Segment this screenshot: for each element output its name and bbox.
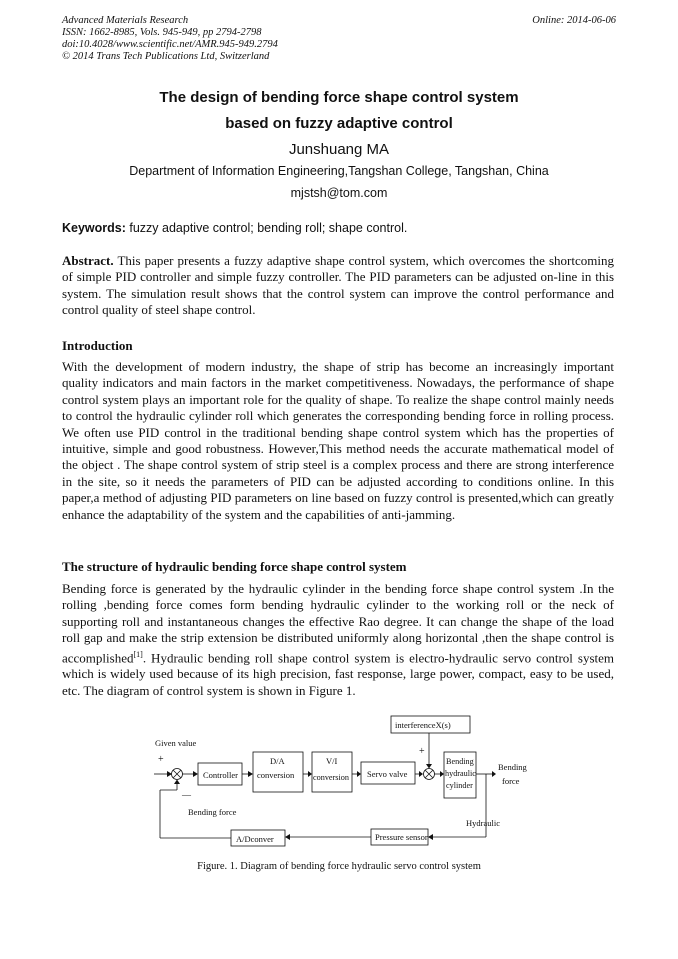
given-value-label: Given value bbox=[155, 738, 197, 748]
intro-paragraph: With the development of modern industry, the shape of strip has become an increasingly important quality indicators and main factors in the market competitiveness. Nowadays, the performance of shape control system plays an important role for the quality of shape. To realize the shape control mainly needs to control the hydraulic cylinder roll which generates the corresponding bending force in rolling process. We often use PID control in the traditional bending shape control system which has the properties of intuitive, simple and good robustness. However,This method needs the accurate mathematical model of the object . The shape control system of strip steel is a complex process and there are strong interference in the site, so it needs the parameters of PID can be adjusted according to conditions online. In this paper,a method of adjusting PID parameters on line based on fuzzy control is presented,which can greatly enhance the adaptability of the system and the capabilities of anti-jamming. bbox=[62, 359, 614, 522]
paper-title-line2: based on fuzzy adaptive control bbox=[225, 115, 453, 132]
bending-force-feedback-label: Bending force bbox=[188, 807, 237, 817]
servo-valve-label: Servo valve bbox=[367, 769, 408, 779]
arrowhead bbox=[308, 771, 312, 777]
arrowhead bbox=[426, 764, 432, 769]
affiliation: Department of Information Engineering,Tangshan College, Tangshan, China bbox=[129, 164, 549, 178]
arrowhead bbox=[357, 771, 361, 777]
controller-label: Controller bbox=[203, 770, 238, 780]
journal-name: Advanced Materials Research bbox=[62, 15, 189, 26]
arrowhead bbox=[428, 834, 433, 840]
plus-sign-2: + bbox=[419, 746, 425, 757]
keywords-label: Keywords: bbox=[62, 221, 126, 235]
cylinder-label-line1: Bending bbox=[446, 757, 474, 766]
citation-ref: [1] bbox=[133, 649, 143, 659]
abstract-label: Abstract. bbox=[62, 253, 114, 268]
arrowhead bbox=[193, 771, 198, 777]
vi-label-line1: V/I bbox=[326, 756, 338, 766]
da-label-line1: D/A bbox=[270, 756, 285, 766]
cylinder-label-line3: cylinder bbox=[446, 781, 473, 790]
arrowhead bbox=[492, 771, 496, 777]
author-email: mjstsh@tom.com bbox=[290, 186, 388, 200]
interference-label: interferenceX(s) bbox=[395, 720, 451, 730]
output-label-line1: Bending bbox=[498, 762, 527, 772]
paper-title-line1: The design of bending force shape control system bbox=[159, 89, 519, 106]
structure-text-a: Bending force is generated by the hydraulic cylinder in the bending force shape control system .In the rolling ,bending force comes form bending hydraulic cylinder to the working roll or the neck of supporting roll and instantaneous changes the effective Rao degree. It can change the shape of the load roll gap and make the strip extension be distributed uniformly along horizontal ,then the shape control is accomplished bbox=[62, 581, 614, 665]
output-label-line2: force bbox=[502, 776, 520, 786]
figure-caption: Figure. 1. Diagram of bending force hydraulic servo control system bbox=[197, 861, 481, 872]
section-heading-structure: The structure of hydraulic bending force shape control system bbox=[62, 559, 407, 574]
arrowhead bbox=[440, 771, 444, 777]
journal-copyright: © 2014 Trans Tech Publications Ltd, Switzerland bbox=[62, 51, 270, 62]
ad-convert-label: A/Dconver bbox=[236, 834, 274, 844]
cylinder-label-line2: hydraulic bbox=[445, 769, 476, 778]
da-label-line2: conversion bbox=[257, 770, 295, 780]
keywords-text: fuzzy adaptive control; bending roll; shape control. bbox=[125, 221, 408, 235]
arrowhead bbox=[174, 780, 180, 785]
pressure-sensor-label: Pressure sensor bbox=[375, 832, 428, 842]
journal-issn: ISSN: 1662-8985, Vols. 945-949, pp 2794-2798 bbox=[62, 27, 262, 38]
arrowhead bbox=[248, 771, 253, 777]
plus-sign-1: + bbox=[158, 754, 164, 765]
structure-text-b: . Hydraulic bending roll shape control system is electro-hydraulic servo control system which is widely used because of its high precision, fast response, large power, compact, easy to be used, etc. The diagram of control system is shown in Figure 1. bbox=[62, 649, 614, 698]
arrowhead bbox=[419, 771, 423, 777]
author-name: Junshuang MA bbox=[288, 141, 390, 158]
abstract-text: This paper presents a fuzzy adaptive shape control system, which overcomes the shortcoming of simple PID controller and simple fuzzy controller. The PID parameters can be adjusted on-line in this system. The simulation result shows that the control system can improve the control performance and control quality of steel shape control. bbox=[62, 253, 614, 318]
minus-sign: — bbox=[182, 790, 191, 800]
hydraulic-label: Hydraulic bbox=[466, 818, 500, 828]
section-heading-introduction: Introduction bbox=[62, 338, 133, 353]
online-date: Online: 2014-06-06 bbox=[532, 15, 616, 26]
vi-label-line2: conversion bbox=[313, 773, 349, 782]
journal-doi: doi:10.4028/www.scientific.net/AMR.945-949.2794 bbox=[62, 39, 278, 50]
arrowhead bbox=[285, 834, 290, 840]
